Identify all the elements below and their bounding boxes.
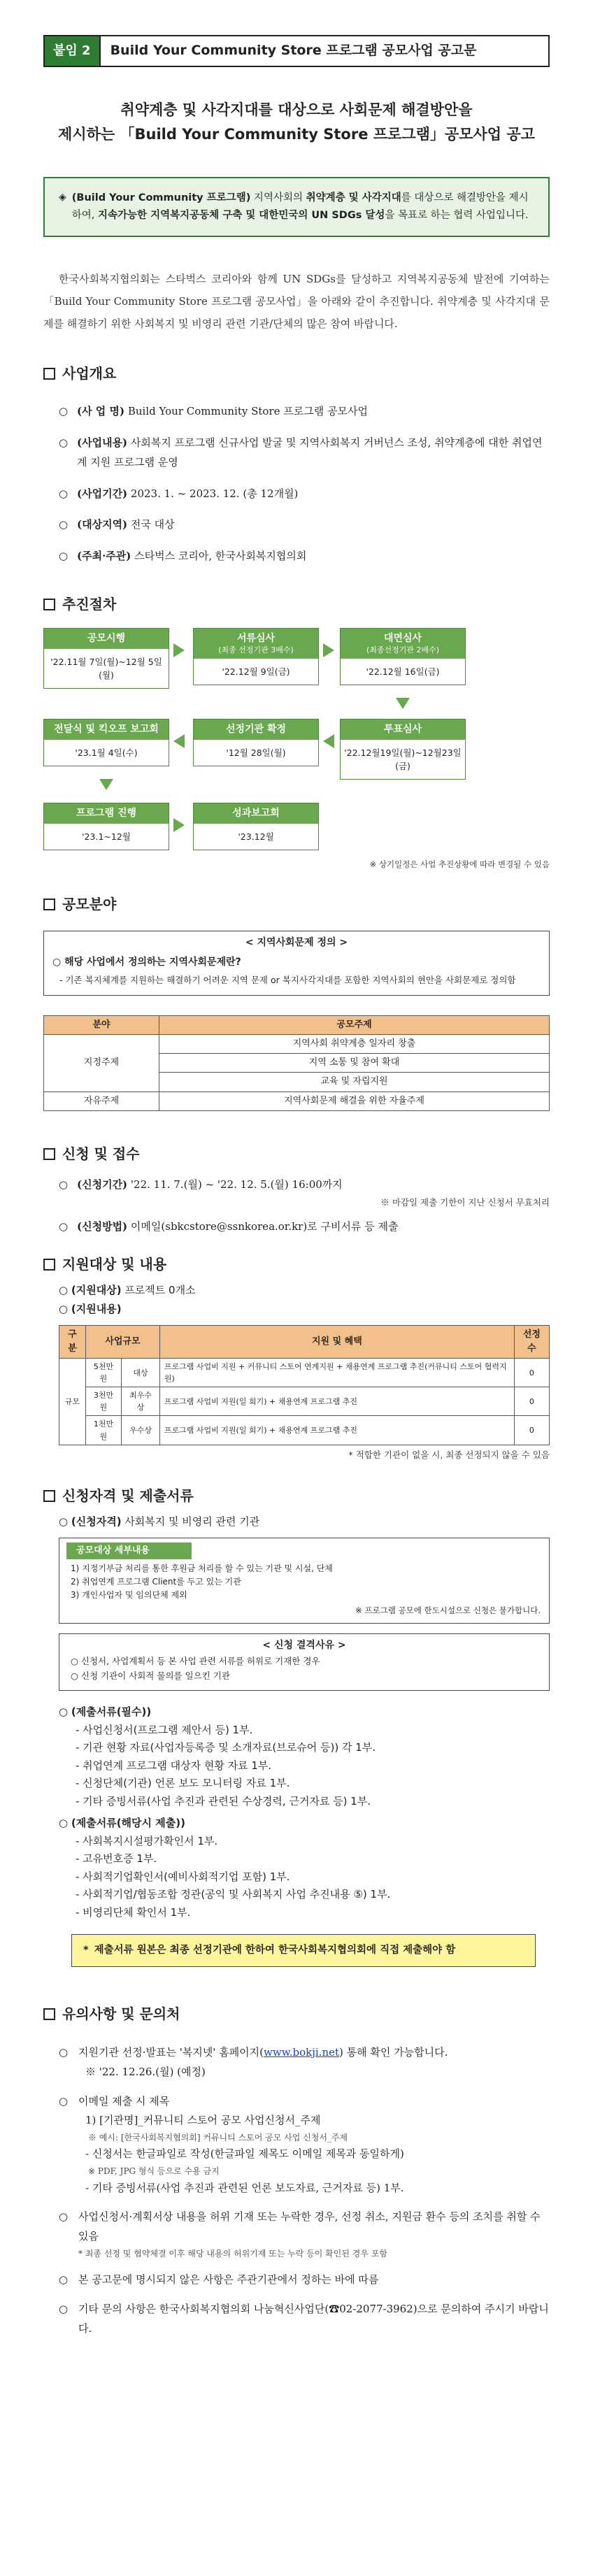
overview-item: ○ (대상지역) 전국 대상 (59, 518, 175, 531)
notes-list: ○ 지원기관 선정·발표는 '복지넷' 홈페이지(www.bokji.net) 통해 확인 가능합니다. ※ '22. 12.26.(월) (예정) ○ 이메일 제출 시 제목 1) [기관명]_커뮤니티 스토어 공모 사업신청서_주제 ※ 예시: [한국사회복지협의회] 커뮤니티 스토어 공모 사업 신청서_주제 - 신청서는 한글파일로 작성(한글파일 제목도 이메일 제목과 동일하게) ※ PDF, JPG 형식 등으로 수용 금지 - 기타 증빙서류(사업 추진과 관련된 언론 보도자료, 근거자료 등) 1부. ○ 사업신청서·계획서상 내용을 허위 기재 또는 누락한 경우, 선정 취소, 지원금 환수 등의 조치를 취할 수 있음 * 최종 선정 및 협약체결 이후 해당 내용의 허위기재 또는 누락 등이 확인된 경우 포함 ○ 본 공고문에 명시되지 않은 사항은 주관기관에서 정하는 바에 따름 ○ 기타 문의 사항은 한국사회복지협의회 나눔혁신사업단(☎02-2077-3962)으로 문의하여 주시기 바랍니다. (59, 2046, 549, 2335)
overview-item: ○ (주최·주관) 스타벅스 코리아, 한국사회복지협의회 (59, 549, 307, 562)
support-note: * 적합한 기관이 없을 시, 최종 선정되지 않을 수 있음 (348, 1449, 550, 1460)
issue-definition-box: < 지역사회문제 정의 > ○ 해당 사업에서 정의하는 지역사회문제란? - 기존 복지체계를 지원하는 해결하기 어려운 지역 문제 or 복지사각지대를 포함한 지역사회의 현안을 사회문제로 정의함 (43, 931, 550, 996)
process-step: 공모시행 '22.11월 7일(월)~12월 5일(월) (43, 628, 169, 689)
process-step: 선정기관 확정 '12월 28일(월) (193, 719, 319, 766)
announcement-page: 붙임 2 Build Your Community Store 프로그램 공모사업 공고문 취약계층 및 사각지대를 대상으로 사회문제 해결방안을 제시하는 「Build Your Community Store 프로그램」공모사업 공고 ◈ (Build Your Community 프로그램) 지역사회의 취약계층 및 사각지대를 대상으로 해결방안을 제시하여, 지속가능한 지역복지공동체 구축 및 대한민국의 UN SDGs 달성을 목표로 하는 협력 사업입니다. 한국사회복지협의회는 스타벅스 코리아와 함께 UN SDGs를 달성하고 지역복지공동체 발전에 기여하는 「Build Your Community Store 프로그램 공모사업」을 아래와 같이 추진합니다. 취약계층 및 사각지대 문제를 해결하기 위한 사회복지 및 비영리 관련 기관/단체의 많은 참여 바랍니다. 사업개요 ○ (사 업 명) Build Your Community Store 프로그램 공모사업 ○ (사업내용) 사회복지 프로그램 신규사업 발굴 및 지역사회복지 거버넌스 조성, 취약계층에 대한 취업연계 지원 프로그램 운영 ○ (사업기간) 2023. 1. ~ 2023. 12. (총 12개월) ○ (대상지역) 전국 대상 ○ (주최·주관) 스타벅스 코리아, 한국사회복지협의회 추진절차 공모시행 '22.11월 7일(월)~12월 5일(월) 서류심사 (최종 선정기관 3배수) '22.12월 9일(금) 대면심사 (최종선정기관 2배수) '22.12월 16일(금) 투표심사 '22.12월19일(월)~12월23일(금) 선정기관 확정 '12월 28일(월) 전달식 및 킥오프 보고회 '23.1월 4일(수) 프로그램 진행 '23.1~12월 성과보고회 '23.12월 ※ 상기일정은 사업 추진상황에 따라 변경될 수 있음 공모분야 < 지역사회문제 정의 > ○ 해당 사업에서 정의하는 지역사회문제란? - 기존 복지체계를 지원하는 해결하기 어려운 지역 문제 or 복지사각지대를 포함한 지역사회의 현안을 사회문제로 정의함 분야 공모주제 지정주제 지역사회 취약계층 일자리 창출 지역 소통 및 참여 확대 교육 및 자립지원 자유주제 지역사회문제 해결을 위한 자율주제 신청 및 접수 ○ (신청기간) '22. 11. 7.(월) ~ '22. 12. 5.(월) 16:00까지 ※ 마감일 제출 기한이 지난 신청서 무효처리 ○ (신청방법) 이메일(sbkcstore@ssnkorea.or.kr)로 구비서류 등 제출 지원대상 및 내용 ○ (지원대상) 프로젝트 0개소 ○ (지원내용) 구분 사업규모 지원 및 혜택 선정수 규모 5천만원 대상 프로그램 사업비 지원 + 커뮤니티 스토어 연계지원 + 채용연계 프로그램 추진(커뮤니티 스토어 협력지원) 0 3천만원 최우수상 프로그램 사업비 지원(일 회기) + 채용연계 프로그램 추진 0 1천만원 우수상 프로그램 사업비 지원(일 회기) + 채용연계 프로그램 추진 0 * 적합한 기관이 없을 시, 최종 선정되지 않을 수 있음 신청자격 및 제출서류 ○ (신청자격) 사회복지 및 비영리 관련 기관 공모대상 세부내용 1) 지정기부금 처리를 통한 후원금 처리를 할 수 있는 기관 및 시설, 단체 2) 취업연계 프로그램 Client를 두고 있는 기관 3) 개인사업자 및 임의단체 제외 ※ 프로그램 공모에 한도시설으로 신청은 불가합니다. < 신청 결격사유 > ○ 신청서, 사업계획서 등 본 사업 관련 서류를 허위로 기재한 경우 ○ 신청 기관이 사회적 물의를 일으킨 기관 ○ (제출서류(필수)) - 사업신청서(프로그램 제안서 등) 1부. - 기관 현황 자료(사업자등록증 및 소개자료(브로슈어 등)) 각 1부. - 취업연계 프로그램 대상자 현황 자료 1부. - 신청단체(기관) 언론 보도 모니터링 자료 1부. - 기타 증빙서류(사업 추진과 관련된 수상경력, 근거자료 등) 1부. ○ (제출서류(해당시 제출)) - 사회복지시설평가확인서 1부. - 고유번호증 1부. - 사회적기업확인서(예비사회적기업 포함) 1부. - 사회적기업/협동조합 정관(공익 및 사회복지 사업 추진내용 ⑤) 1부. - 비영리단체 확인서 1부. * 제출서류 원본은 최종 선정기관에 한하여 한국사회복지협의회에 직접 제출해야 함 유의사항 및 문의처 ○ 지원기관 선정·발표는 '복지넷' 홈페이지(www.bokji.net) 통해 확인 가능합니다. ※ '22. 12.26.(월) (예정) ○ 이메일 제출 시 제목 1) [기관명]_커뮤니티 스토어 공모 사업신청서_주제 ※ 예시: [한국사회복지협의회] 커뮤니티 스토어 공모 사업 신청서_주제 - 신청서는 한글파일로 작성(한글파일 제목도 이메일 제목과 동일하게) ※ PDF, JPG 형식 등으로 수용 금지 - 기타 증빙서류(사업 추진과 관련된 언론 보도자료, 근거자료 등) 1부. ○ 사업신청서·계획서상 내용을 허위 기재 또는 누락한 경우, 선정 취소, 지원금 환수 등의 조치를 취할 수 있음 * 최종 선정 및 협약체결 이후 해당 내용의 허위기재 또는 누락 등이 확인된 경우 포함 ○ 본 공고문에 명시되지 않은 사항은 주관기관에서 정하는 바에 따름 ○ 기타 문의 사항은 한국사회복지협의회 나눔혁신사업단(☎02-2077-3962)으로 문의하여 주시기 바랍니다. (0, 0, 593, 2576)
overview-list (43, 401, 550, 566)
overview-item: ○ (사업기간) 2023. 1. ~ 2023. 12. (총 12개월) (59, 487, 299, 500)
table-row: 규모 5천만원 대상 프로그램 사업비 지원 + 커뮤니티 스토어 연계지원 + 채용연계 프로그램 추진(커뮤니티 스토어 협력지원) 0 (59, 1359, 550, 1387)
table-row: 3천만원 최우수상 프로그램 사업비 지원(일 회기) + 채용연계 프로그램 추진 0 (59, 1387, 550, 1416)
checkbox-square-icon (43, 368, 55, 380)
notice-box (43, 177, 550, 236)
overview-item: ○ (사업내용) 사회복지 프로그램 신규사업 발굴 및 지역사회복지 거버넌스 조성, 취약계층에 대한 취업연계 지원 프로그램 운영 (59, 436, 543, 469)
intro-paragraph: 한국사회복지협의회는 스타벅스 코리아와 함께 UN SDGs를 달성하고 지역복지공동체 발전에 기여하는 「Build Your Community Store 프로그램 공모사업」을 아래와 같이 추진합니다. 취약계층 및 사각지대 문제를 해결하기 위한 사회복지 및 비영리 관련 기관/단체의 많은 참여 바랍니다. (43, 272, 550, 331)
section-qualification-heading: 신청자격 및 제출서류 (43, 1485, 550, 1507)
arrow-right-icon (173, 643, 185, 657)
field-table: 분야 공모주제 지정주제 지역사회 취약계층 일자리 창출 지역 소통 및 참여 확대 교육 및 자립지원 자유주제 지역사회문제 해결을 위한 자율주제 (43, 1015, 550, 1111)
page-headline (43, 98, 550, 146)
title-bar (43, 35, 550, 67)
table-row: 지정주제 지역사회 취약계층 일자리 창출 (44, 1035, 550, 1054)
eligibility-box-title: 공모대상 세부내용 (66, 1543, 192, 1559)
table-row: 지역 소통 및 참여 확대 (44, 1054, 550, 1073)
arrow-down-icon (396, 698, 410, 709)
bokji-link[interactable]: www.bokji.net (264, 2046, 340, 2059)
arrow-left-icon (323, 734, 334, 748)
section-process-heading: 추진절차 (43, 594, 550, 615)
headline-line-1: 취약계층 및 사각지대를 대상으로 사회문제 해결방안을 (120, 101, 473, 118)
original-docs-warning: * 제출서류 원본은 최종 선정기관에 한하여 한국사회복지협의회에 직접 제출해야 함 (71, 1934, 536, 1967)
checkbox-square-icon (43, 1148, 55, 1160)
section-field-heading: 공모분야 (43, 894, 550, 915)
process-step: 성과보고회 '23.12월 (193, 803, 319, 850)
headline-line-2: 제시하는 「Build Your Community Store 프로그램」공모사업 공고 (58, 125, 535, 143)
process-step: 전달식 및 킥오프 보고회 '23.1월 4일(수) (43, 719, 169, 766)
arrow-right-icon (173, 818, 185, 832)
attachment-title: Build Your Community Store 프로그램 공모사업 공고문 (110, 43, 477, 59)
eligibility-box: 공모대상 세부내용 1) 지정기부금 처리를 통한 후원금 처리를 할 수 있는 기관 및 시설, 단체 2) 취업연계 프로그램 Client를 두고 있는 기관 3) 개인사업자 및 임의단체 제외 ※ 프로그램 공모에 한도시설으로 신청은 불가합니다. (59, 1538, 550, 1624)
checkbox-square-icon (43, 599, 55, 610)
arrow-down-icon (99, 779, 113, 790)
section-apply-heading: 신청 및 접수 (43, 1143, 550, 1165)
support-list: ○ (지원대상) 프로젝트 0개소 ○ (지원내용) (59, 1283, 196, 1316)
disqualification-box: < 신청 결격사유 > ○ 신청서, 사업계획서 등 본 사업 관련 서류를 허위로 기재한 경우 ○ 신청 기관이 사회적 물의를 일으킨 기관 (59, 1633, 550, 1691)
process-step: 투표심사 '22.12월19일(월)~12월23일(금) (340, 719, 466, 780)
overview-item: ○ (사 업 명) Build Your Community Store 프로그램 공모사업 (59, 405, 368, 418)
arrow-right-icon (323, 643, 334, 657)
section-support-heading: 지원대상 및 내용 (43, 1254, 550, 1275)
process-step: 서류심사 (최종 선정기관 3배수) '22.12월 9일(금) (193, 628, 319, 685)
checkbox-square-icon (43, 1259, 55, 1271)
table-row: 자유주제 지역사회문제 해결을 위한 자율주제 (44, 1092, 550, 1110)
notice-text: (Build Your Community 프로그램) 지역사회의 취약계층 및 사각지대를 대상으로 해결방안을 제시하여, 지속가능한 지역복지공동체 구축 및 대한민국의 UN SDGs 달성을 목표로 하는 협력 사업입니다. (71, 192, 529, 221)
support-table: 구분 사업규모 지원 및 혜택 선정수 규모 5천만원 대상 프로그램 사업비 지원 + 커뮤니티 스토어 연계지원 + 채용연계 프로그램 추진(커뮤니티 스토어 협력지원) 0 3천만원 최우수상 프로그램 사업비 지원(일 회기) + 채용연계 프로그램 추진 0 1천만원 우수상 프로그램 사업비 지원(일 회기) + 채용연계 프로그램 추진 0 (59, 1325, 550, 1445)
apply-list: ○ (신청기간) '22. 11. 7.(월) ~ '22. 12. 5.(월) 16:00까지 ※ 마감일 제출 기한이 지난 신청서 무효처리 ○ (신청방법) 이메일(sbkcstore@ssnkorea.or.kr)로 구비서류 등 제출 (59, 1178, 550, 1233)
section-overview-heading: 사업개요 (43, 363, 550, 385)
optional-docs: ○ (제출서류(해당시 제출)) - 사회복지시설평가확인서 1부. - 고유번호증 1부. - 사회적기업확인서(예비사회적기업 포함) 1부. - 사회적기업/협동조합 정관(공익 및 사회복지 사업 추진내용 ⑤) 1부. - 비영리단체 확인서 1부. (59, 1817, 391, 1919)
diamond-icon: ◈ (59, 192, 66, 203)
process-flow (43, 628, 550, 929)
attachment-tag: 붙임 2 (45, 36, 101, 66)
table-row: 교육 및 자립지원 (44, 1073, 550, 1092)
arrow-left-icon (173, 734, 185, 748)
checkbox-square-icon (43, 2008, 55, 2020)
checkbox-square-icon (43, 1490, 55, 1502)
section-notes-heading: 유의사항 및 문의처 (43, 2003, 550, 2025)
table-row: 1천만원 우수상 프로그램 사업비 지원(일 회기) + 채용연계 프로그램 추진 0 (59, 1416, 550, 1445)
process-step: 프로그램 진행 '23.1~12월 (43, 803, 169, 850)
process-step: 대면심사 (최종선정기관 2배수) '22.12월 16일(금) (340, 628, 466, 685)
required-docs: ○ (제출서류(필수)) - 사업신청서(프로그램 제안서 등) 1부. - 기관 현황 자료(사업자등록증 및 소개자료(브로슈어 등)) 각 1부. - 취업연계 프로그램 대상자 현황 자료 1부. - 신청단체(기관) 언론 보도 모니터링 자료 1부. - 기타 증빙서류(사업 추진과 관련된 수상경력, 근거자료 등) 1부. (59, 1705, 376, 1808)
process-note: ※ 상기일정은 사업 추진상황에 따라 변경될 수 있음 (369, 859, 550, 870)
